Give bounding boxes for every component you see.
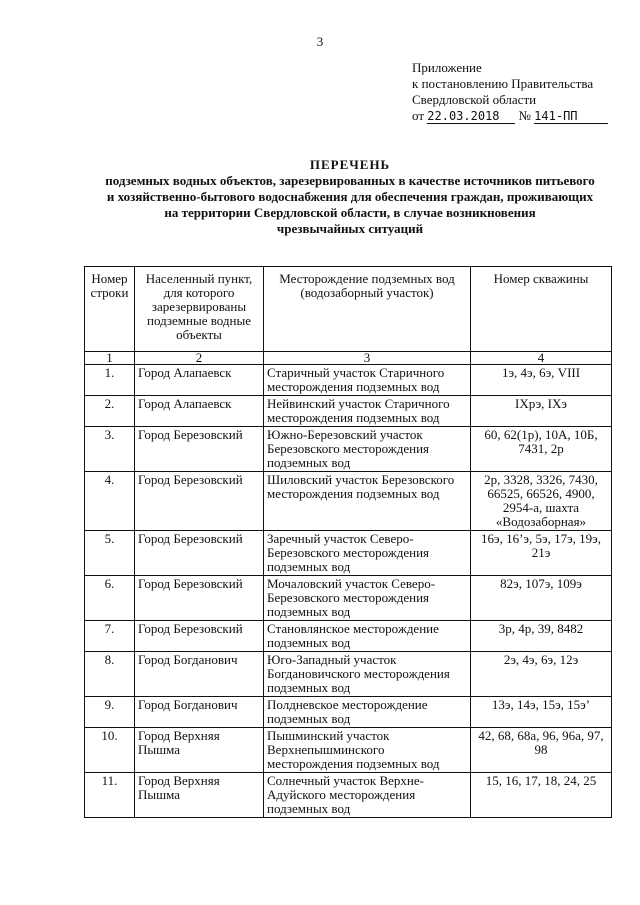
row-number-cell: 3.	[85, 427, 135, 472]
well-numbers-cell: 13э, 14э, 15э, 15э’	[471, 697, 612, 728]
column-numbers-row	[85, 352, 612, 365]
title-line-2: и хозяйственно-бытового водоснабжения для обеспечения граждан, проживающих	[106, 189, 594, 204]
title-line-1: подземных водных объектов, зарезервированных в качестве источников питьевого	[105, 173, 595, 188]
row-number-cell: 1.	[85, 365, 135, 396]
appendix-line-1: Приложение	[412, 60, 482, 75]
settlement-cell: Город Алапаевск	[135, 396, 264, 427]
settlement-cell: Город Богданович	[135, 697, 264, 728]
row-number-cell: 5.	[85, 531, 135, 576]
appendix-line-2: к постановлению Правительства	[412, 76, 594, 91]
appendix-date-line	[412, 108, 608, 124]
row-number-cell: 4.	[85, 472, 135, 531]
deposit-cell: Нейвинский участок Старичного месторождения подземных вод	[264, 396, 471, 427]
appendix-line-3: Свердловской области	[412, 92, 537, 107]
column-number: 1	[85, 352, 135, 365]
deposit-cell: Солнечный участок Верхне-Адуйского месторождения подземных вод	[264, 773, 471, 818]
column-number: 4	[471, 352, 612, 365]
settlement-cell: Город Алапаевск	[135, 365, 264, 396]
table-row	[85, 396, 612, 427]
deposit-cell: Заречный участок Северо-Березовского месторождения подземных вод	[264, 531, 471, 576]
settlement-cell: Город Верхняя Пышма	[135, 728, 264, 773]
settlement-cell: Город Березовский	[135, 427, 264, 472]
deposit-cell: Становлянское месторождение подземных вод	[264, 621, 471, 652]
row-number-cell: 7.	[85, 621, 135, 652]
header-settlement: Населенный пункт, для которого зарезервированы подземные водные объекты	[135, 267, 264, 352]
table-header-row	[85, 267, 612, 352]
table-row	[85, 773, 612, 818]
deposit-cell: Старичный участок Старичного месторождения подземных вод	[264, 365, 471, 396]
title-heading: ПЕРЕЧЕНЬ	[309, 157, 391, 172]
page-number: 3	[316, 34, 324, 49]
settlement-cell: Город Березовский	[135, 576, 264, 621]
column-number: 3	[264, 352, 471, 365]
header-well-number: Номер скважины	[471, 267, 612, 352]
table-row	[85, 427, 612, 472]
title-line-4: чрезвычайных ситуаций	[276, 221, 424, 236]
well-numbers-cell: 42, 68, 68а, 96, 96а, 97, 98	[471, 728, 612, 773]
well-numbers-cell: 15, 16, 17, 18, 24, 25	[471, 773, 612, 818]
well-numbers-cell: 16э, 16’э, 5э, 17э, 19э, 21э	[471, 531, 612, 576]
settlement-cell: Город Березовский	[135, 621, 264, 652]
well-numbers-cell: 2р, 3328, 3326, 7430, 66525, 66526, 4900, 2954-а, шахта «Водозаборная»	[471, 472, 612, 531]
table-row	[85, 621, 612, 652]
deposit-cell: Юго-Западный участок Богдановичского месторождения подземных вод	[264, 652, 471, 697]
well-numbers-cell: 82э, 107э, 109э	[471, 576, 612, 621]
table-row	[85, 652, 612, 697]
resolution-date: 22.03.2018	[427, 110, 515, 124]
table-row	[85, 728, 612, 773]
header-row-number: Номер строки	[85, 267, 135, 352]
well-numbers-cell: IXрэ, IXэ	[471, 396, 612, 427]
deposit-cell: Пышминский участок Верхнепышминского месторождения подземных вод	[264, 728, 471, 773]
deposit-cell: Полдневское месторождение подземных вод	[264, 697, 471, 728]
row-number-cell: 8.	[85, 652, 135, 697]
table-row	[85, 576, 612, 621]
row-number-cell: 9.	[85, 697, 135, 728]
deposit-cell: Южно-Березовский участок Березовского месторождения подземных вод	[264, 427, 471, 472]
number-prefix: №	[518, 108, 531, 123]
table-row	[85, 697, 612, 728]
settlement-cell: Город Березовский	[135, 531, 264, 576]
table-row	[85, 531, 612, 576]
deposit-cell: Шиловский участок Березовского месторождения подземных вод	[264, 472, 471, 531]
settlement-cell: Город Богданович	[135, 652, 264, 697]
resolution-number: 141-ПП	[534, 110, 608, 124]
title-line-3: на территории Свердловской области, в случае возникновения	[164, 205, 536, 220]
table-row	[85, 472, 612, 531]
water-objects-table	[84, 266, 612, 818]
appendix-block	[412, 60, 608, 124]
row-number-cell: 10.	[85, 728, 135, 773]
date-prefix: от	[412, 108, 425, 123]
header-deposit: Месторождение подземных вод (водозаборный участок)	[264, 267, 471, 352]
well-numbers-cell: 2э, 4э, 6э, 12э	[471, 652, 612, 697]
well-numbers-cell: 60, 62(1р), 10А, 10Б, 7431, 2р	[471, 427, 612, 472]
settlement-cell: Город Березовский	[135, 472, 264, 531]
settlement-cell: Город Верхняя Пышма	[135, 773, 264, 818]
row-number-cell: 11.	[85, 773, 135, 818]
column-number: 2	[135, 352, 264, 365]
row-number-cell: 2.	[85, 396, 135, 427]
table-row	[85, 365, 612, 396]
well-numbers-cell: 3р, 4р, 39, 8482	[471, 621, 612, 652]
document-title	[60, 157, 640, 237]
well-numbers-cell: 1э, 4э, 6э, VIII	[471, 365, 612, 396]
row-number-cell: 6.	[85, 576, 135, 621]
deposit-cell: Мочаловский участок Северо-Березовского месторождения подземных вод	[264, 576, 471, 621]
